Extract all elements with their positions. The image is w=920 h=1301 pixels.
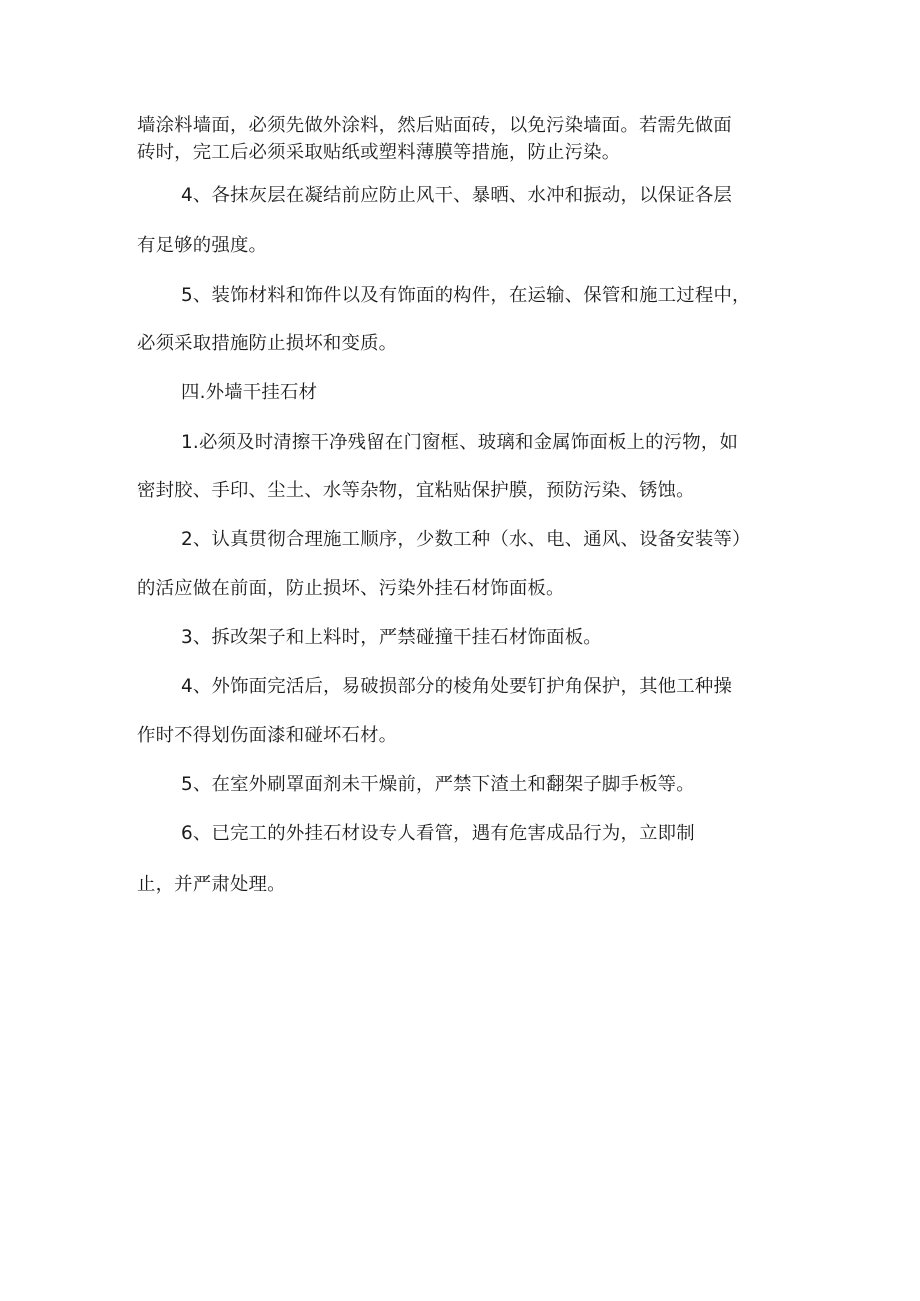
paragraph-line: 5、装饰材料和饰件以及有饰面的构件，在运输、保管和施工过程中， bbox=[181, 285, 751, 306]
paragraph-line: 必须采取措施防止损坏和变质。 bbox=[137, 333, 398, 354]
paragraph-line: 2、认真贯彻合理施工顺序，少数工种（水、电、通风、设备安装等） bbox=[181, 529, 751, 550]
paragraph-line: 1.必须及时清擦干净残留在门窗框、玻璃和金属饰面板上的污物，如 bbox=[181, 432, 739, 453]
paragraph-line: 4、外饰面完活后，易破损部分的棱角处要钉护角保护，其他工种操 bbox=[181, 676, 733, 697]
paragraph-line: 砖时，完工后必须采取贴纸或塑料薄膜等措施，防止污染。 bbox=[137, 142, 621, 163]
paragraph-line: 密封胶、手印、尘土、水等杂物，宜粘贴保护膜，预防污染、锈蚀。 bbox=[137, 480, 695, 501]
paragraph-line: 墙涂料墙面，必须先做外涂料，然后贴面砖，以免污染墙面。若需先做面 bbox=[137, 115, 732, 136]
paragraph-line: 3、拆改架子和上料时，严禁碰撞干挂石材饰面板。 bbox=[181, 627, 602, 648]
section-heading: 四.外墙干挂石材 bbox=[181, 382, 318, 403]
paragraph-line: 4、各抹灰层在凝结前应防止风干、暴晒、水冲和振动，以保证各层 bbox=[181, 185, 733, 206]
paragraph-line: 6、已完工的外挂石材设专人看管，遇有危害成品行为，立即制 bbox=[181, 823, 695, 844]
paragraph-line: 5、在室外刷罩面剂未干燥前，严禁下渣土和翻架子脚手板等。 bbox=[181, 774, 695, 795]
paragraph-line: 作时不得划伤面漆和碰坏石材。 bbox=[137, 725, 398, 746]
paragraph-line: 有足够的强度。 bbox=[137, 235, 268, 256]
paragraph-line: 止，并严肃处理。 bbox=[137, 874, 286, 895]
paragraph-line: 的活应做在前面，防止损坏、污染外挂石材饰面板。 bbox=[137, 578, 565, 599]
